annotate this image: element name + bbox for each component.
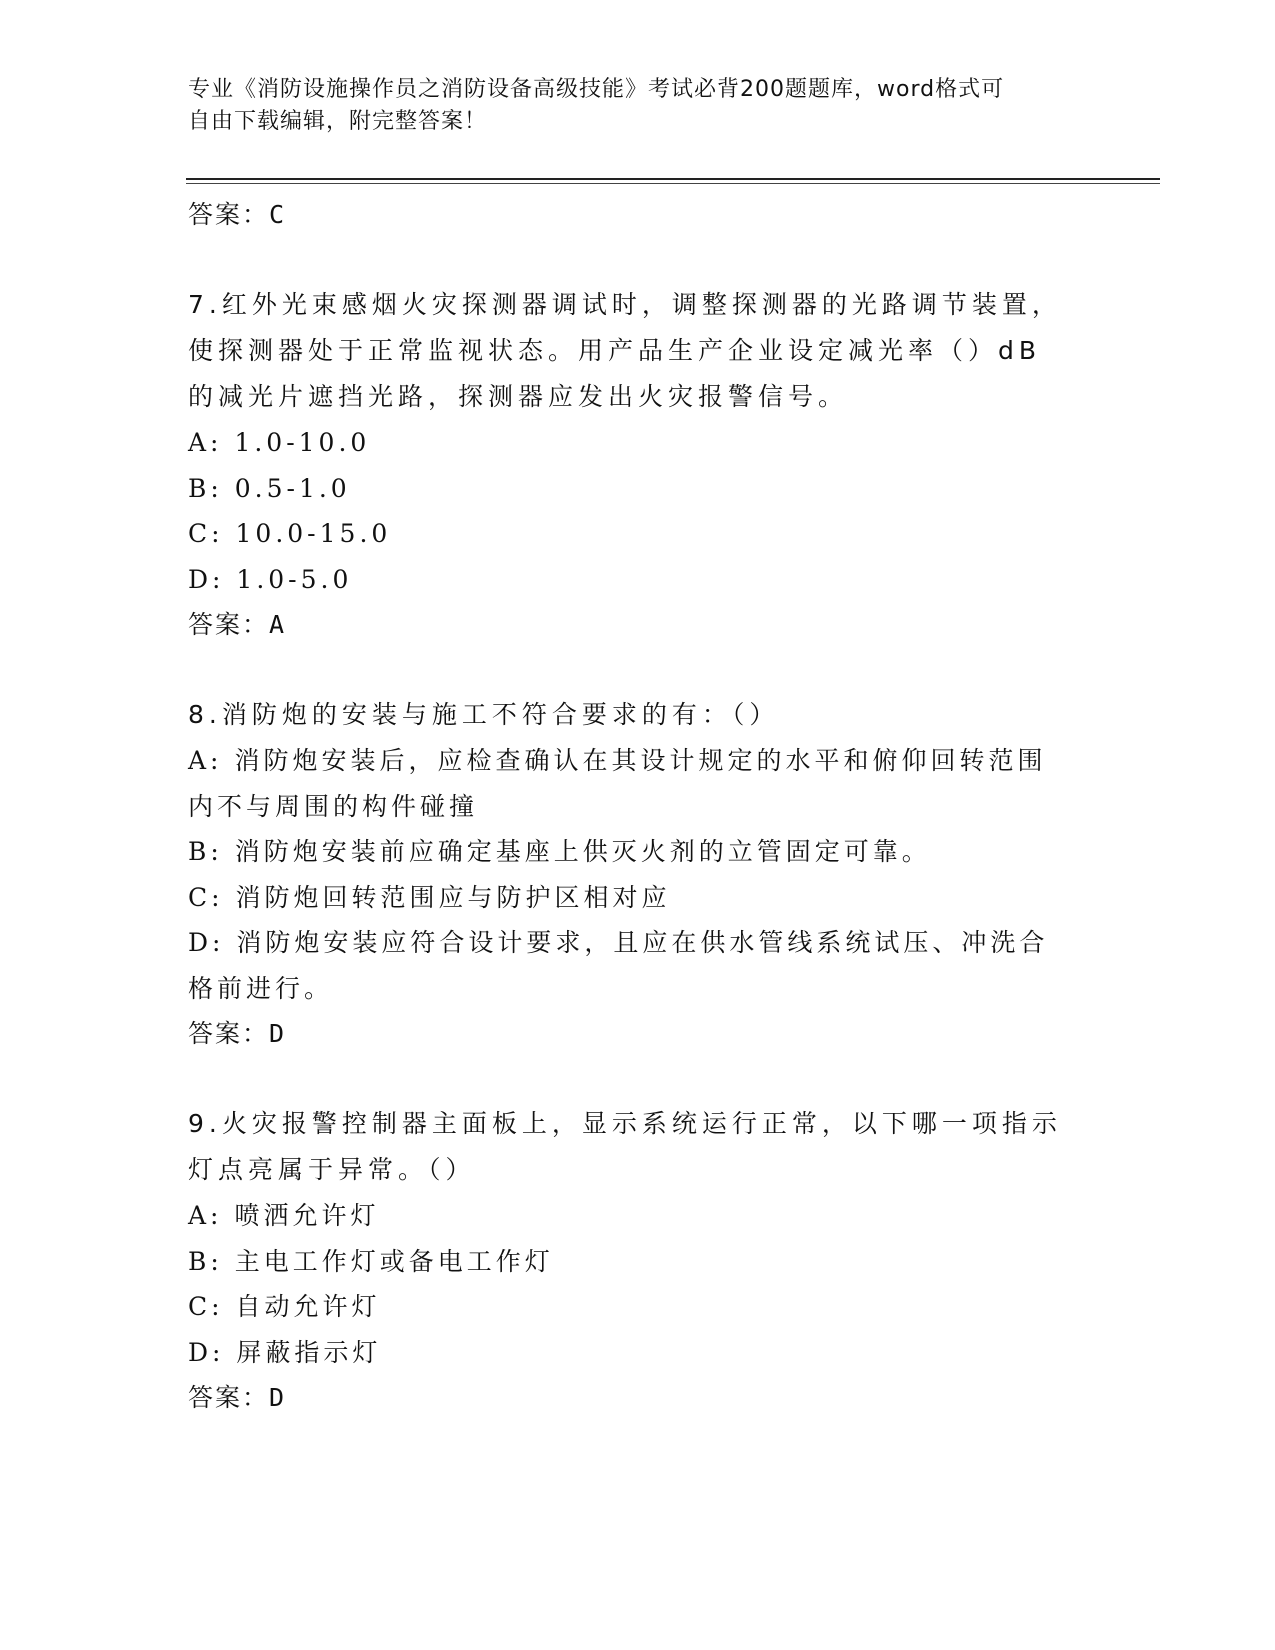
answer-label: 答案：: [188, 610, 270, 639]
answer-value: A: [269, 610, 287, 639]
option-text: 消防炮回转范围应与防护区相对应: [235, 882, 671, 912]
option-a: [188, 1193, 1068, 1239]
document-body: [188, 192, 1088, 1420]
option-d: [188, 557, 1068, 603]
option-c: [188, 875, 1068, 921]
option-a: [188, 738, 1068, 829]
question-block: [188, 282, 1088, 647]
option-key: B:: [188, 1246, 223, 1276]
page-header: 专业《消防设施操作员之消防设备高级技能》考试必背200题题库，word格式可 自由下载编辑，附完整答案！: [188, 77, 1005, 134]
option-text: 消防炮安装前应确定基座上供灭火剂的立管固定可靠。: [234, 837, 931, 866]
spacer: [188, 237, 1088, 282]
answer-label: 答案：: [188, 1383, 270, 1412]
answer-label: 答案：: [188, 200, 270, 229]
option-key: C:: [188, 519, 224, 548]
option-key: C:: [188, 882, 224, 912]
option-text: 消防炮安装后，应检查确认在其设计规定的水平和俯仰回转范围内不与周围的构件碰撞: [188, 746, 1047, 821]
option-b: [188, 829, 1068, 875]
spacer: [188, 647, 1088, 692]
question-block: [188, 692, 1088, 1056]
answer-line: [188, 1375, 1088, 1420]
option-text: 1.0-5.0: [236, 564, 353, 594]
answer-line: [188, 602, 1088, 647]
answer-value: D: [269, 1019, 287, 1048]
option-d: [188, 920, 1068, 1011]
header-rule-thin: [186, 183, 1160, 184]
option-text: 喷洒允许灯: [234, 1201, 380, 1230]
option-key: C:: [188, 1292, 224, 1321]
option-text: 1.0-10.0: [234, 428, 371, 457]
question-block: [188, 1101, 1088, 1420]
option-c: [188, 1284, 1068, 1330]
option-key: B:: [188, 473, 223, 503]
answer-value: C: [269, 200, 287, 229]
option-b: [188, 1239, 1068, 1285]
option-key: A:: [188, 746, 223, 775]
question-text: 9.火灾报警控制器主面板上，显示系统运行正常，以下哪一项指示灯点亮属于异常。（）: [188, 1109, 1062, 1184]
answer-value: D: [269, 1383, 287, 1412]
header-rule-thick: [186, 178, 1160, 180]
option-key: D:: [188, 564, 225, 594]
option-text: 消防炮安装应符合设计要求，且应在供水管线系统试压、冲洗合格前进行。: [188, 928, 1049, 1003]
option-b: [188, 466, 1068, 512]
option-text: 0.5-1.0: [234, 473, 351, 503]
spacer: [188, 1056, 1088, 1101]
question-text: 7.红外光束感烟火灾探测器调试时，调整探测器的光路调节装置，使探测器处于正常监视状态。用产品生产企业设定减光率（）dB的减光片遮挡光路，探测器应发出火灾报警信号。: [188, 290, 1062, 411]
option-text: 自动允许灯: [235, 1292, 381, 1321]
option-d: [188, 1330, 1068, 1376]
option-key: D:: [188, 1337, 225, 1367]
option-key: B:: [188, 837, 223, 866]
option-key: D:: [188, 928, 225, 957]
answer-label: 答案：: [188, 1019, 270, 1048]
answer-line: [188, 1011, 1088, 1056]
option-key: A:: [188, 1201, 223, 1230]
option-text: 10.0-15.0: [235, 519, 392, 548]
option-key: A:: [188, 428, 223, 457]
answer-line: [188, 192, 1088, 237]
question-text: 8.消防炮的安装与施工不符合要求的有：（）: [188, 700, 780, 729]
option-a: [188, 420, 1068, 466]
option-c: [188, 511, 1068, 557]
option-text: 主电工作灯或备电工作灯: [234, 1246, 554, 1276]
option-text: 屏蔽指示灯: [236, 1337, 382, 1367]
